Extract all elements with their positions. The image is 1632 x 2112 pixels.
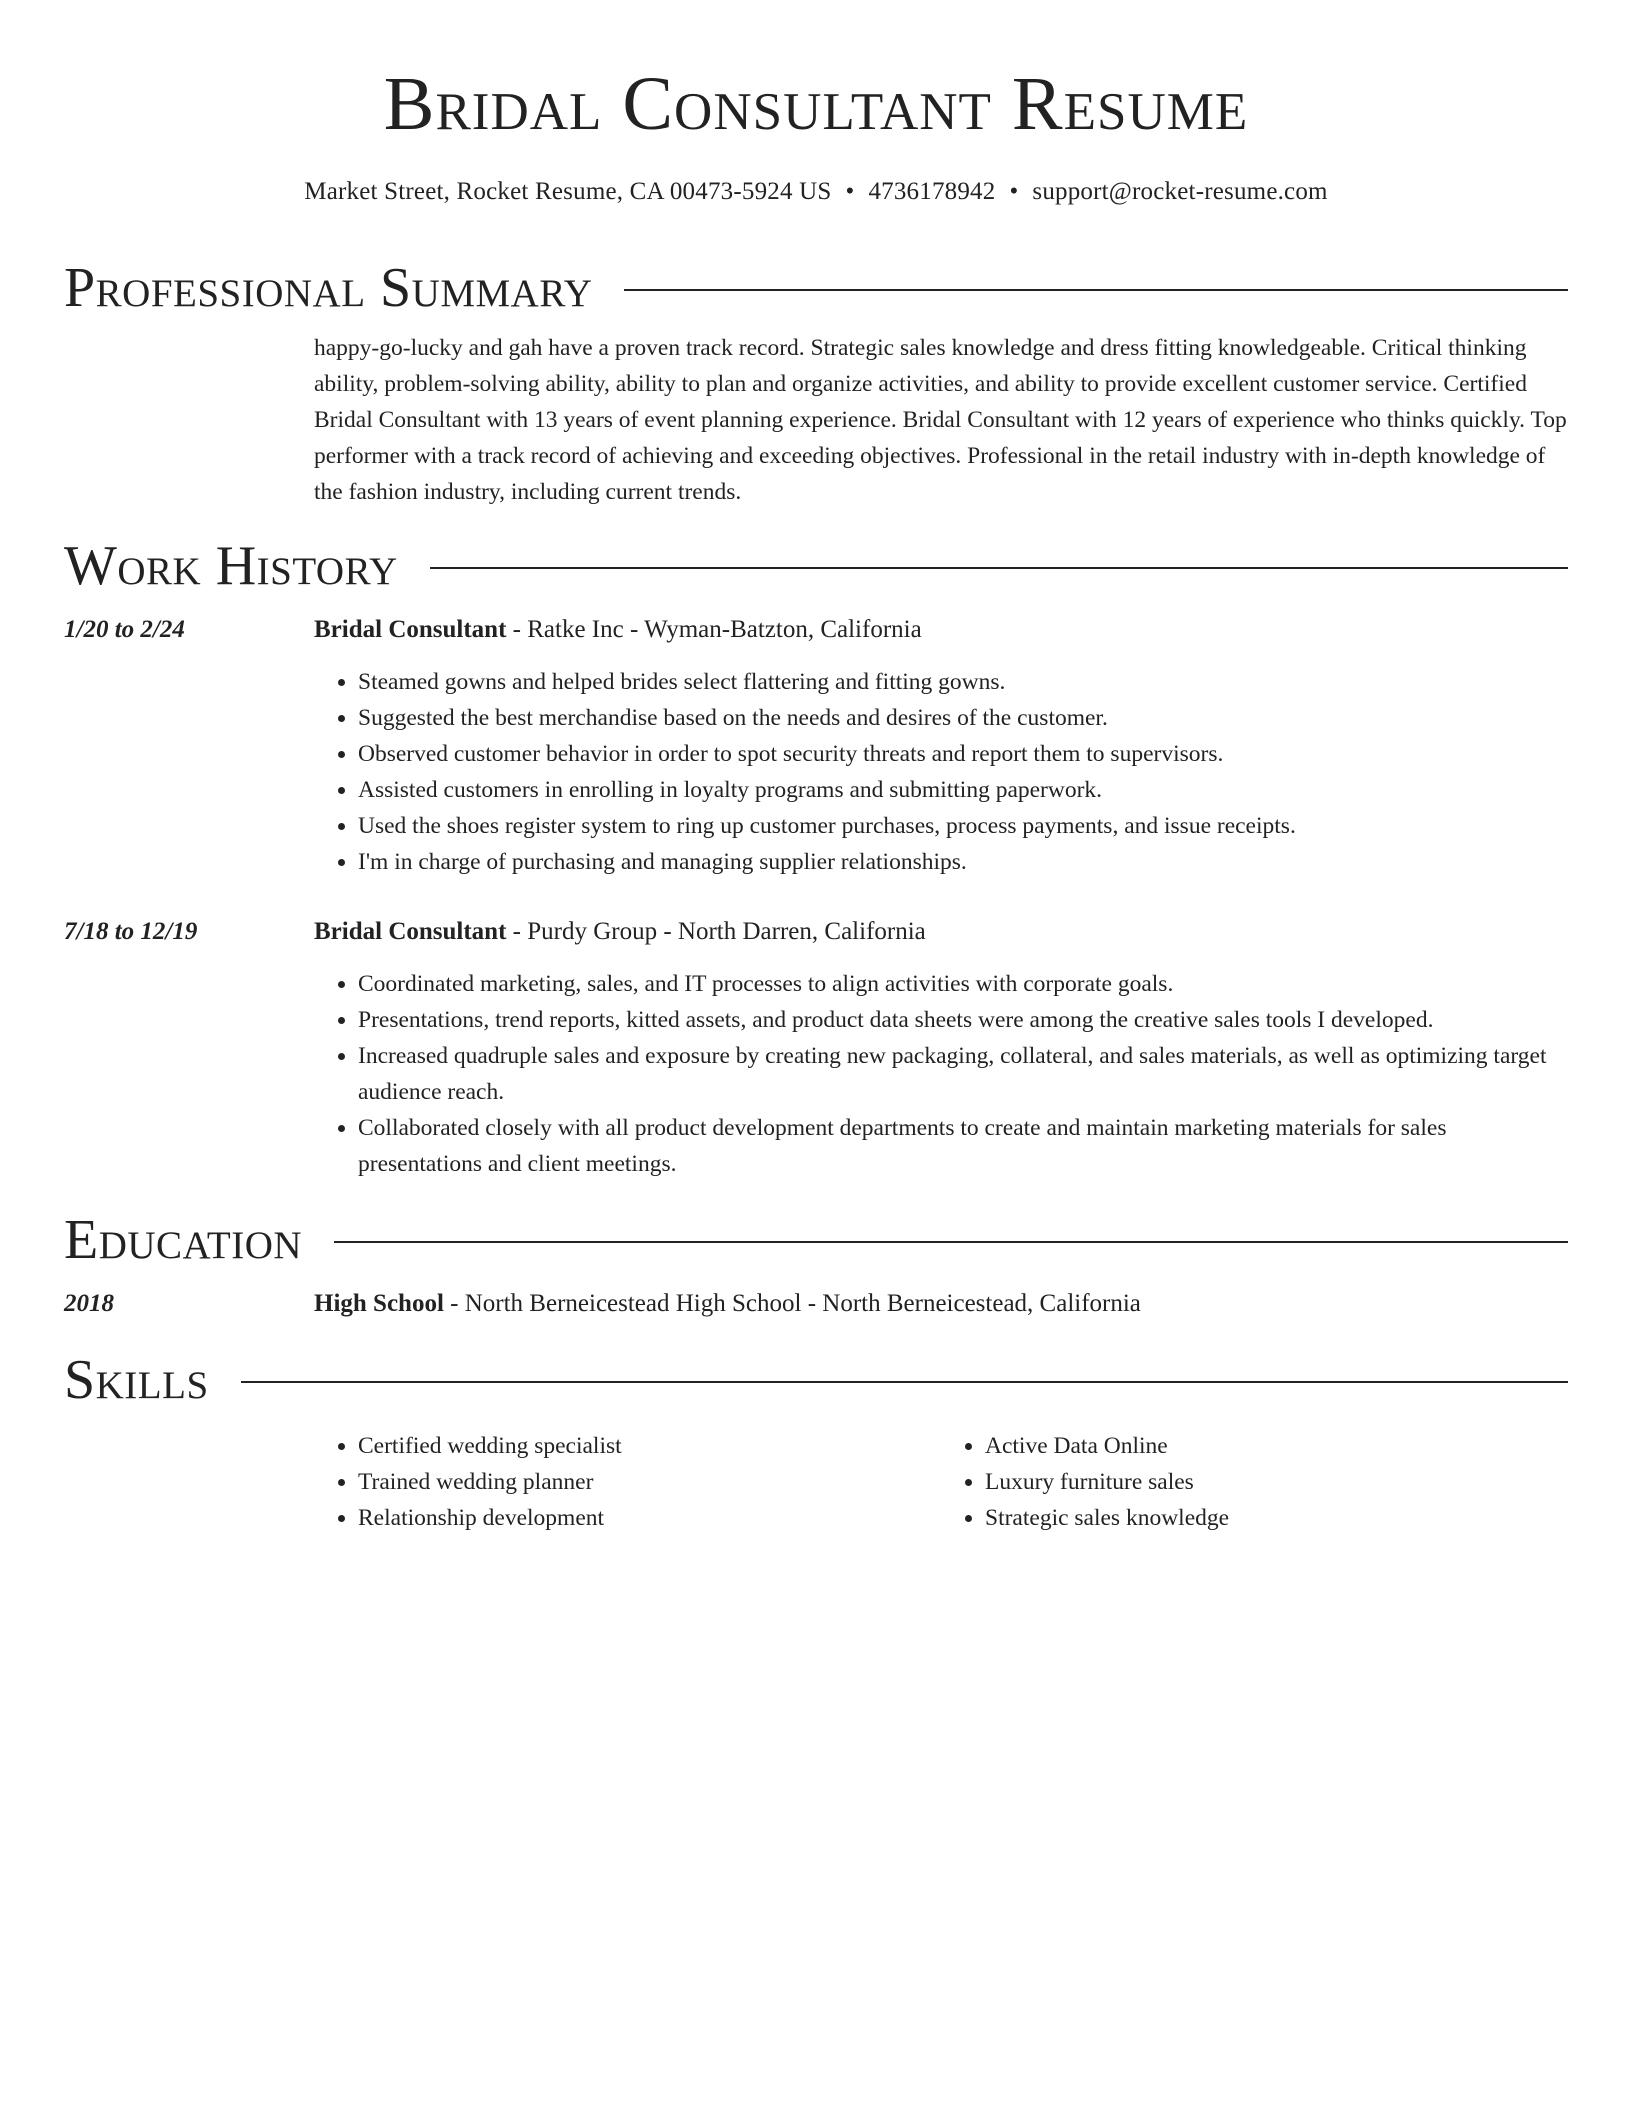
skills-heading: Skills: [64, 1349, 209, 1411]
section-divider: [430, 567, 1568, 569]
job-bullets: [314, 664, 1568, 880]
work-entry-heading: [314, 914, 1568, 950]
job-bullet: • Used the shoes register system to ring up customer purchases, process payments, and issue receipts.: [358, 808, 1568, 844]
job-bullet: • Observed customer behavior in order to spot security threats and report them to supervisors.: [358, 736, 1568, 772]
education-degree: High School: [314, 1290, 444, 1317]
skill-item: • Strategic sales knowledge: [985, 1500, 1568, 1536]
job-bullet: • Suggested the best merchandise based on the needs and desires of the customer.: [358, 700, 1568, 736]
summary-heading: Professional Summary: [64, 257, 593, 319]
job-details: - Ratke Inc - Wyman-Batzton, California: [506, 616, 922, 643]
education-entry-body: [314, 1286, 1568, 1322]
skill-item: • Active Data Online: [985, 1428, 1568, 1464]
section-divider: [241, 1381, 1568, 1383]
job-bullet: • Collaborated closely with all product development departments to create and maintain marketing materials for sales presentations and client meetings.: [358, 1110, 1568, 1182]
education-year: 2018: [64, 1290, 114, 1317]
work-entry: [64, 612, 1568, 880]
contact-separator: •: [845, 178, 855, 205]
contact-phone: 4736178942: [868, 178, 996, 205]
job-title: Bridal Consultant: [314, 616, 507, 643]
work-entry-body: [314, 914, 1568, 1182]
work-entry-body: [314, 612, 1568, 880]
skill-item: • Luxury furniture sales: [985, 1464, 1568, 1500]
section-divider: [334, 1241, 1568, 1243]
skills-column-right: [941, 1428, 1568, 1536]
section-divider: [624, 289, 1568, 291]
education-entry: [64, 1286, 1568, 1322]
skills-list: [941, 1428, 1568, 1536]
skill-item: • Relationship development: [358, 1500, 941, 1536]
contact-address: Market Street, Rocket Resume, CA 00473-5924 US: [304, 178, 832, 205]
skills-list: [314, 1428, 941, 1536]
work-entry: [64, 914, 1568, 1182]
resume-title: Bridal Consultant Resume: [383, 62, 1249, 146]
skills-section-header: [64, 1348, 1568, 1412]
contact-line: [64, 176, 1568, 208]
job-bullet: • Steamed gowns and helped brides select flattering and fitting gowns.: [358, 664, 1568, 700]
work-heading: Work History: [64, 535, 398, 597]
job-bullets: [314, 966, 1568, 1182]
skills-column-left: [314, 1428, 941, 1536]
education-details: - North Berneicestead High School - North Berneicestead, California: [443, 1290, 1141, 1317]
job-details: - Purdy Group - North Darren, California: [506, 918, 926, 945]
work-dates: 7/18 to 12/19: [64, 918, 198, 945]
job-bullet: • Increased quadruple sales and exposure by creating new packaging, collateral, and sales materials, as well as optimizing target audience reach.: [358, 1038, 1568, 1110]
job-bullet: • Coordinated marketing, sales, and IT processes to align activities with corporate goals.: [358, 966, 1568, 1002]
contact-email: support@rocket-resume.com: [1032, 178, 1328, 205]
skill-item: • Certified wedding specialist: [358, 1428, 941, 1464]
work-entry-heading: [314, 612, 1568, 648]
work-dates: 1/20 to 2/24: [64, 616, 185, 643]
contact-separator: •: [1009, 178, 1019, 205]
work-section-header: [64, 534, 1568, 598]
job-title: Bridal Consultant: [314, 918, 507, 945]
summary-section-header: [64, 256, 1568, 320]
job-bullet: • Assisted customers in enrolling in loyalty programs and submitting paperwork.: [358, 772, 1568, 808]
skills-grid: [314, 1428, 1568, 1536]
summary-text: happy-go-lucky and gah have a proven track record. Strategic sales knowledge and dress fitting knowledgeable. Critical thinking ability, problem-solving ability, ability to plan and organize activities, and ability to provide excellent customer service. Certified Bridal Consultant with 13 years of event planning experience. Bridal Consultant with 12 years of experience who thinks quickly. Top performer with a track record of achieving and exceeding objectives. Professional in the retail industry with in-depth knowledge of the fashion industry, including current trends.: [314, 335, 1567, 505]
education-heading: Education: [64, 1209, 303, 1271]
education-entry-heading: [314, 1286, 1568, 1322]
job-bullet: • Presentations, trend reports, kitted assets, and product data sheets were among the creative sales tools I developed.: [358, 1002, 1568, 1038]
resume-page: [64, 0, 1568, 1536]
education-section-header: [64, 1208, 1568, 1272]
job-bullet: • I'm in charge of purchasing and managing supplier relationships.: [358, 844, 1568, 880]
skill-item: • Trained wedding planner: [358, 1464, 941, 1500]
